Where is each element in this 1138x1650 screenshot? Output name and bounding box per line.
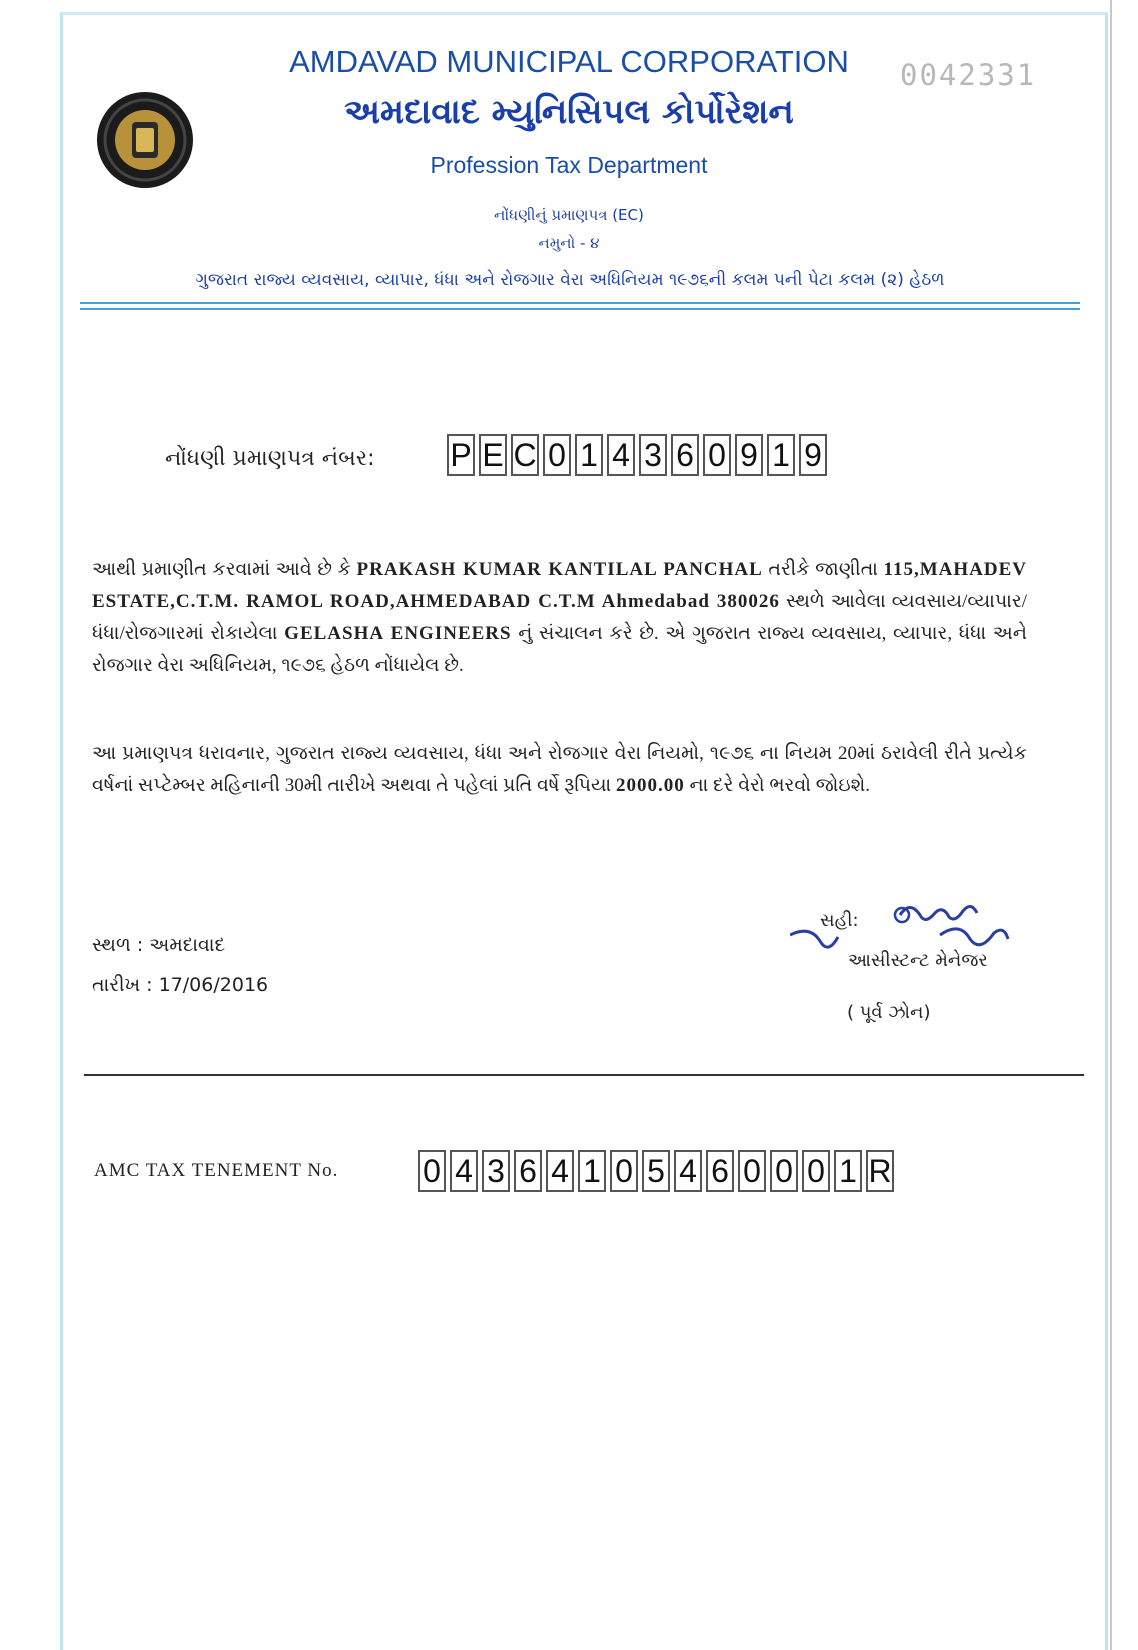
certificate-char-box: 1 [575, 434, 603, 476]
certificate-char-box: 0 [543, 434, 571, 476]
section-divider [84, 1074, 1084, 1076]
date-field: તારીખ : 17/06/2016 [92, 974, 269, 996]
certificate-char-box: 3 [639, 434, 667, 476]
department-name: Profession Tax Department [430, 152, 708, 178]
tenement-char-box: 4 [546, 1150, 574, 1192]
page-frame [60, 12, 1108, 1650]
tenement-char-box: 4 [450, 1150, 478, 1192]
certificate-char-box: 0 [703, 434, 731, 476]
p1-known-as: તરીકે જાણીતા [768, 559, 878, 580]
tenement-char-box: 4 [674, 1150, 702, 1192]
form-number: નમુનો - ૪ [538, 234, 600, 252]
tenement-char-box: 6 [514, 1150, 542, 1192]
paragraph-payment [92, 738, 1027, 802]
certificate-char-box: 9 [799, 434, 827, 476]
signatory-role: આસીસ્ટન્ટ મેનેજર [848, 950, 988, 971]
p2-text: આ પ્રમાણપત્ર ધરાવનાર, ગુજરાત રાજ્ય વ્યવસાય, ધંધા અને રોજગાર વેરા નિયમો, ૧૯૭૬ ના નિયમ 20માં ઠરાવેલી રીતે પ્રત્યેક વર્ષનાં સપ્ટેમ્બર મહિનાની 30મી તારીખે અથવા તે પહેલાં પ્રતિ વર્ષે રૂપિયા [92, 743, 1027, 796]
tenement-char-box: 6 [706, 1150, 734, 1192]
tax-amount: 2000.00 [615, 775, 685, 796]
tenement-number-label: AMC TAX TENEMENT No. [94, 1160, 339, 1181]
serial-number: 0042331 [900, 58, 1037, 92]
signature-label: સહી: [820, 910, 859, 931]
certificate-number-label: નોંધણી પ્રમાણપત્ર નંબર: [165, 446, 375, 471]
certificate-char-box: E [479, 434, 507, 476]
p1-engaged: સ્થળે આવેલા વ્યવસાય/વ્યાપાર/ધંધા/રોજગારમાં રોકાયેલા [92, 591, 1027, 644]
certificate-char-box: C [511, 434, 539, 476]
tenement-number-boxes [418, 1150, 898, 1192]
header-rule-bottom [80, 308, 1080, 310]
tenement-char-box: 5 [642, 1150, 670, 1192]
tenement-char-box: 3 [482, 1150, 510, 1192]
org-title-gu: અમદાવાદ મ્યુનિસિપલ કોર્પોરેશન [344, 92, 794, 132]
signatory-zone: ( પૂર્વ ઝોન) [847, 1002, 931, 1023]
act-reference: ગુજરાત રાજ્ય વ્યવસાય, વ્યાપાર, ધંધા અને રોજગાર વેરા અધિનિયમ ૧૯૭૬ની કલમ પની પેટા કલમ (૨) હેઠળ [195, 270, 945, 290]
certificate-char-box: P [447, 434, 475, 476]
p1-closing: નું સંચાલન કરે છે. એ ગુજરાત રાજ્ય વ્યવસાય, વ્યાપાર, ધંધા અને રોજગાર વેરા અધિનિયમ, ૧૯૭૬ હેઠળ નોંધાયેલ છે. [92, 623, 1027, 676]
certificate-char-box: 4 [607, 434, 635, 476]
holder-name: PRAKASH KUMAR KANTILAL PANCHAL [356, 559, 763, 580]
tenement-char-box: 0 [418, 1150, 446, 1192]
p1-intro: આથી પ્રમાણીત કરવામાં આવે છે કે [92, 559, 351, 580]
tenement-char-box: 1 [578, 1150, 606, 1192]
firm-name: GELASHA ENGINEERS [284, 623, 512, 644]
tenement-char-box: 0 [738, 1150, 766, 1192]
tenement-char-box: 0 [802, 1150, 830, 1192]
tenement-char-box: 0 [610, 1150, 638, 1192]
header-rule-top [80, 302, 1080, 304]
certificate-char-box: 9 [735, 434, 763, 476]
certificate-char-box: 1 [767, 434, 795, 476]
certificate-name: નોંધણીનું પ્રમાણપત્ર (EC) [494, 206, 644, 224]
holder-address: 115,MAHADEV ESTATE,C.T.M. RAMOL ROAD,AHMEDABAD C.T.M Ahmedabad 380026 [92, 559, 1028, 612]
paragraph-registration [92, 554, 1027, 682]
tenement-char-box: 1 [834, 1150, 862, 1192]
certificate-number-boxes [447, 434, 831, 476]
place-field: સ્થળ : અમદાવાદ [92, 934, 226, 956]
certificate-char-box: 6 [671, 434, 699, 476]
tenement-char-box: R [866, 1150, 894, 1192]
org-title-en: AMDAVAD MUNICIPAL CORPORATION [289, 44, 849, 79]
tenement-char-box: 0 [770, 1150, 798, 1192]
p2-closing: ના દરે વેરો ભરવો જોઇશે. [689, 775, 871, 796]
